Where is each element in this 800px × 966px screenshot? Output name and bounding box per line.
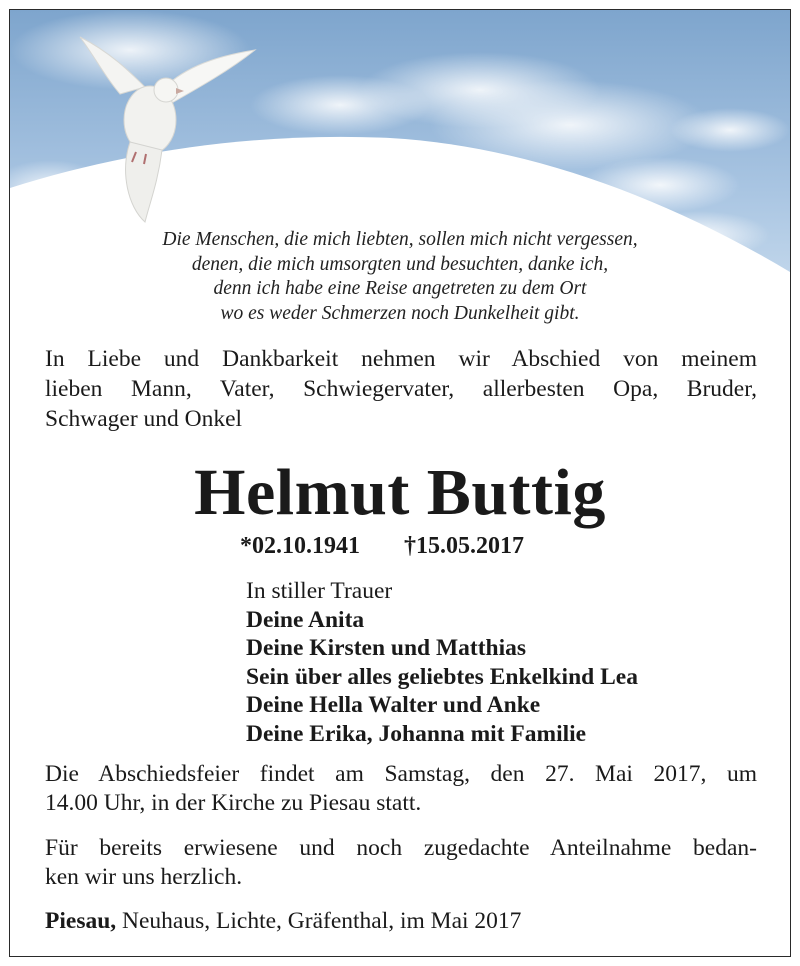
poem-line: wo es weder Schmerzen noch Dunkelheit gibt.: [220, 302, 580, 324]
mourner-entry: Deine Hella Walter und Anke: [246, 692, 541, 718]
mourner-entry: Deine Erika, Johanna mit Familie: [246, 720, 587, 747]
birth-date: *02.10.1941: [240, 533, 360, 559]
ceremony-line: Die Abschiedsfeier findet am Samstag, den 27. Mai 2017, um: [45, 761, 757, 787]
thanks-line: ken wir uns herzlich.: [45, 864, 243, 890]
mourners-heading: In stiller Trauer: [246, 578, 393, 604]
intro-line: In Liebe und Dankbarkeit nehmen wir Abschied von meinem: [45, 346, 757, 372]
ceremony-notice: [45, 760, 757, 818]
mourners-list: [246, 577, 638, 748]
ceremony-line: 14.00 Uhr, in der Kirche zu Piesau statt.: [45, 790, 422, 816]
poem-line: denn ich habe eine Reise angetreten zu dem Ort: [213, 278, 587, 299]
mourner-entry: Sein über alles geliebtes Enkelkind Lea: [246, 663, 638, 690]
deceased-name: Helmut Buttig: [194, 456, 606, 529]
intro-line: lieben Mann, Vater, Schwiegervater, allerbesten Opa, Bruder,: [45, 376, 757, 402]
intro-text: [45, 344, 757, 434]
life-dates: [240, 531, 524, 561]
death-date: †15.05.2017: [404, 533, 524, 559]
mourner-entry: Deine Kirsten und Matthias: [246, 635, 527, 661]
thanks-notice: [45, 834, 757, 892]
poem-line: denen, die mich umsorgten und besuchten, danke ich,: [191, 253, 609, 275]
thanks-line: Für bereits erwiesene und noch zugedachte Anteilnahme bedan-: [45, 835, 757, 861]
place-and-date: [45, 906, 521, 936]
mourner-entry: Deine Anita: [246, 606, 365, 633]
place-town: Piesau,: [45, 908, 117, 934]
poem-verse: [10, 228, 790, 326]
intro-line: Schwager und Onkel: [45, 406, 243, 432]
place-rest: Neuhaus, Lichte, Gräfenthal, im Mai 2017: [116, 908, 522, 934]
poem-line: Die Menschen, die mich liebten, sollen mich nicht vergessen,: [162, 229, 638, 250]
